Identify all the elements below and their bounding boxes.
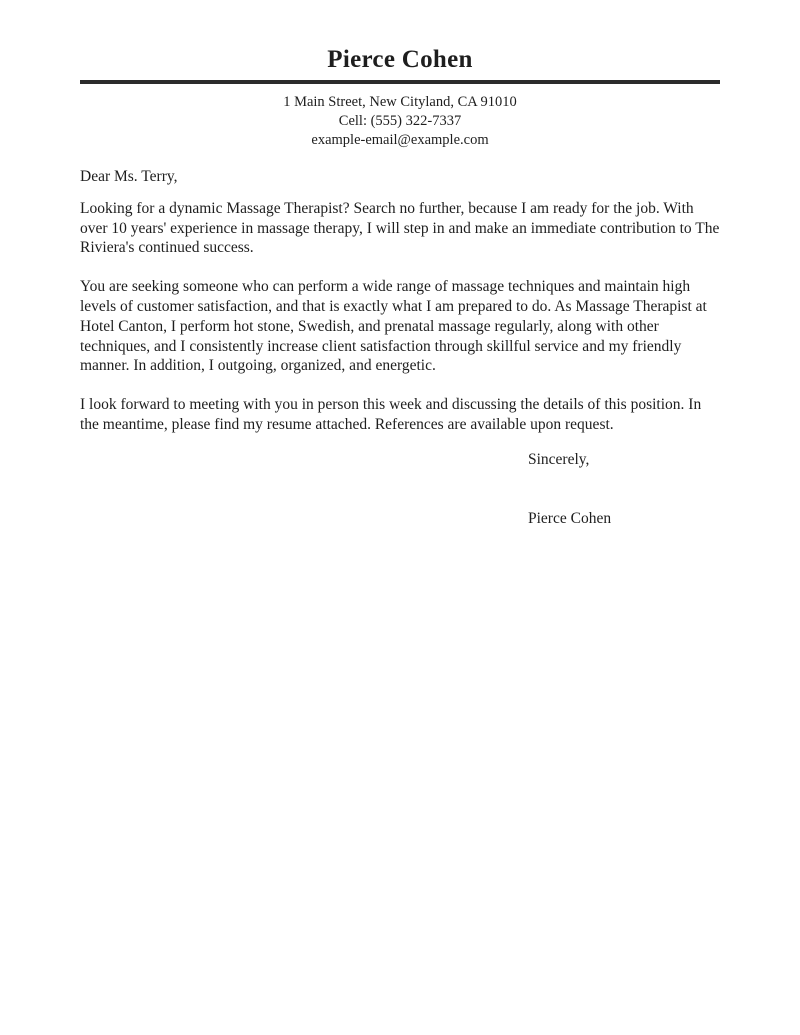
contact-phone: Cell: (555) 322-7337: [338, 113, 462, 129]
contact-block: [0, 93, 800, 150]
signature-name: Pierce Cohen: [528, 509, 612, 527]
letterhead-divider: [80, 80, 720, 84]
letterhead-name: Pierce Cohen: [327, 46, 473, 73]
body-paragraph-3: I look forward to meeting with you in person this week and discussing the details of this position. In the meantime, please find my resume attached. References are available upon request.: [80, 396, 702, 433]
letter-body: [80, 167, 720, 528]
closing-word: Sincerely,: [528, 450, 590, 468]
body-paragraph-1: Looking for a dynamic Massage Therapist? Search no further, because I am ready for the job. With over 10 years' experience in massage therapy, I will step in and make an immediate contribution to The Riviera's continued success.: [80, 199, 720, 257]
contact-address: 1 Main Street, New Cityland, CA 91010: [283, 94, 517, 110]
salutation: Dear Ms. Terry,: [80, 168, 178, 185]
body-paragraph-2: You are seeking someone who can perform a wide range of massage techniques and maintain high levels of customer satisfaction, and that is exactly what I am prepared to do. As Massage Therapist at Hotel Canton, I perform hot stone, Swedish, and prenatal massage regularly, along with other techniques, and I consistently increase client satisfaction through skillful service and my friendly manner. In addition, I outgoing, organized, and energetic.: [80, 278, 707, 375]
contact-email: example-email@example.com: [311, 132, 489, 148]
closing-block: [528, 450, 720, 529]
